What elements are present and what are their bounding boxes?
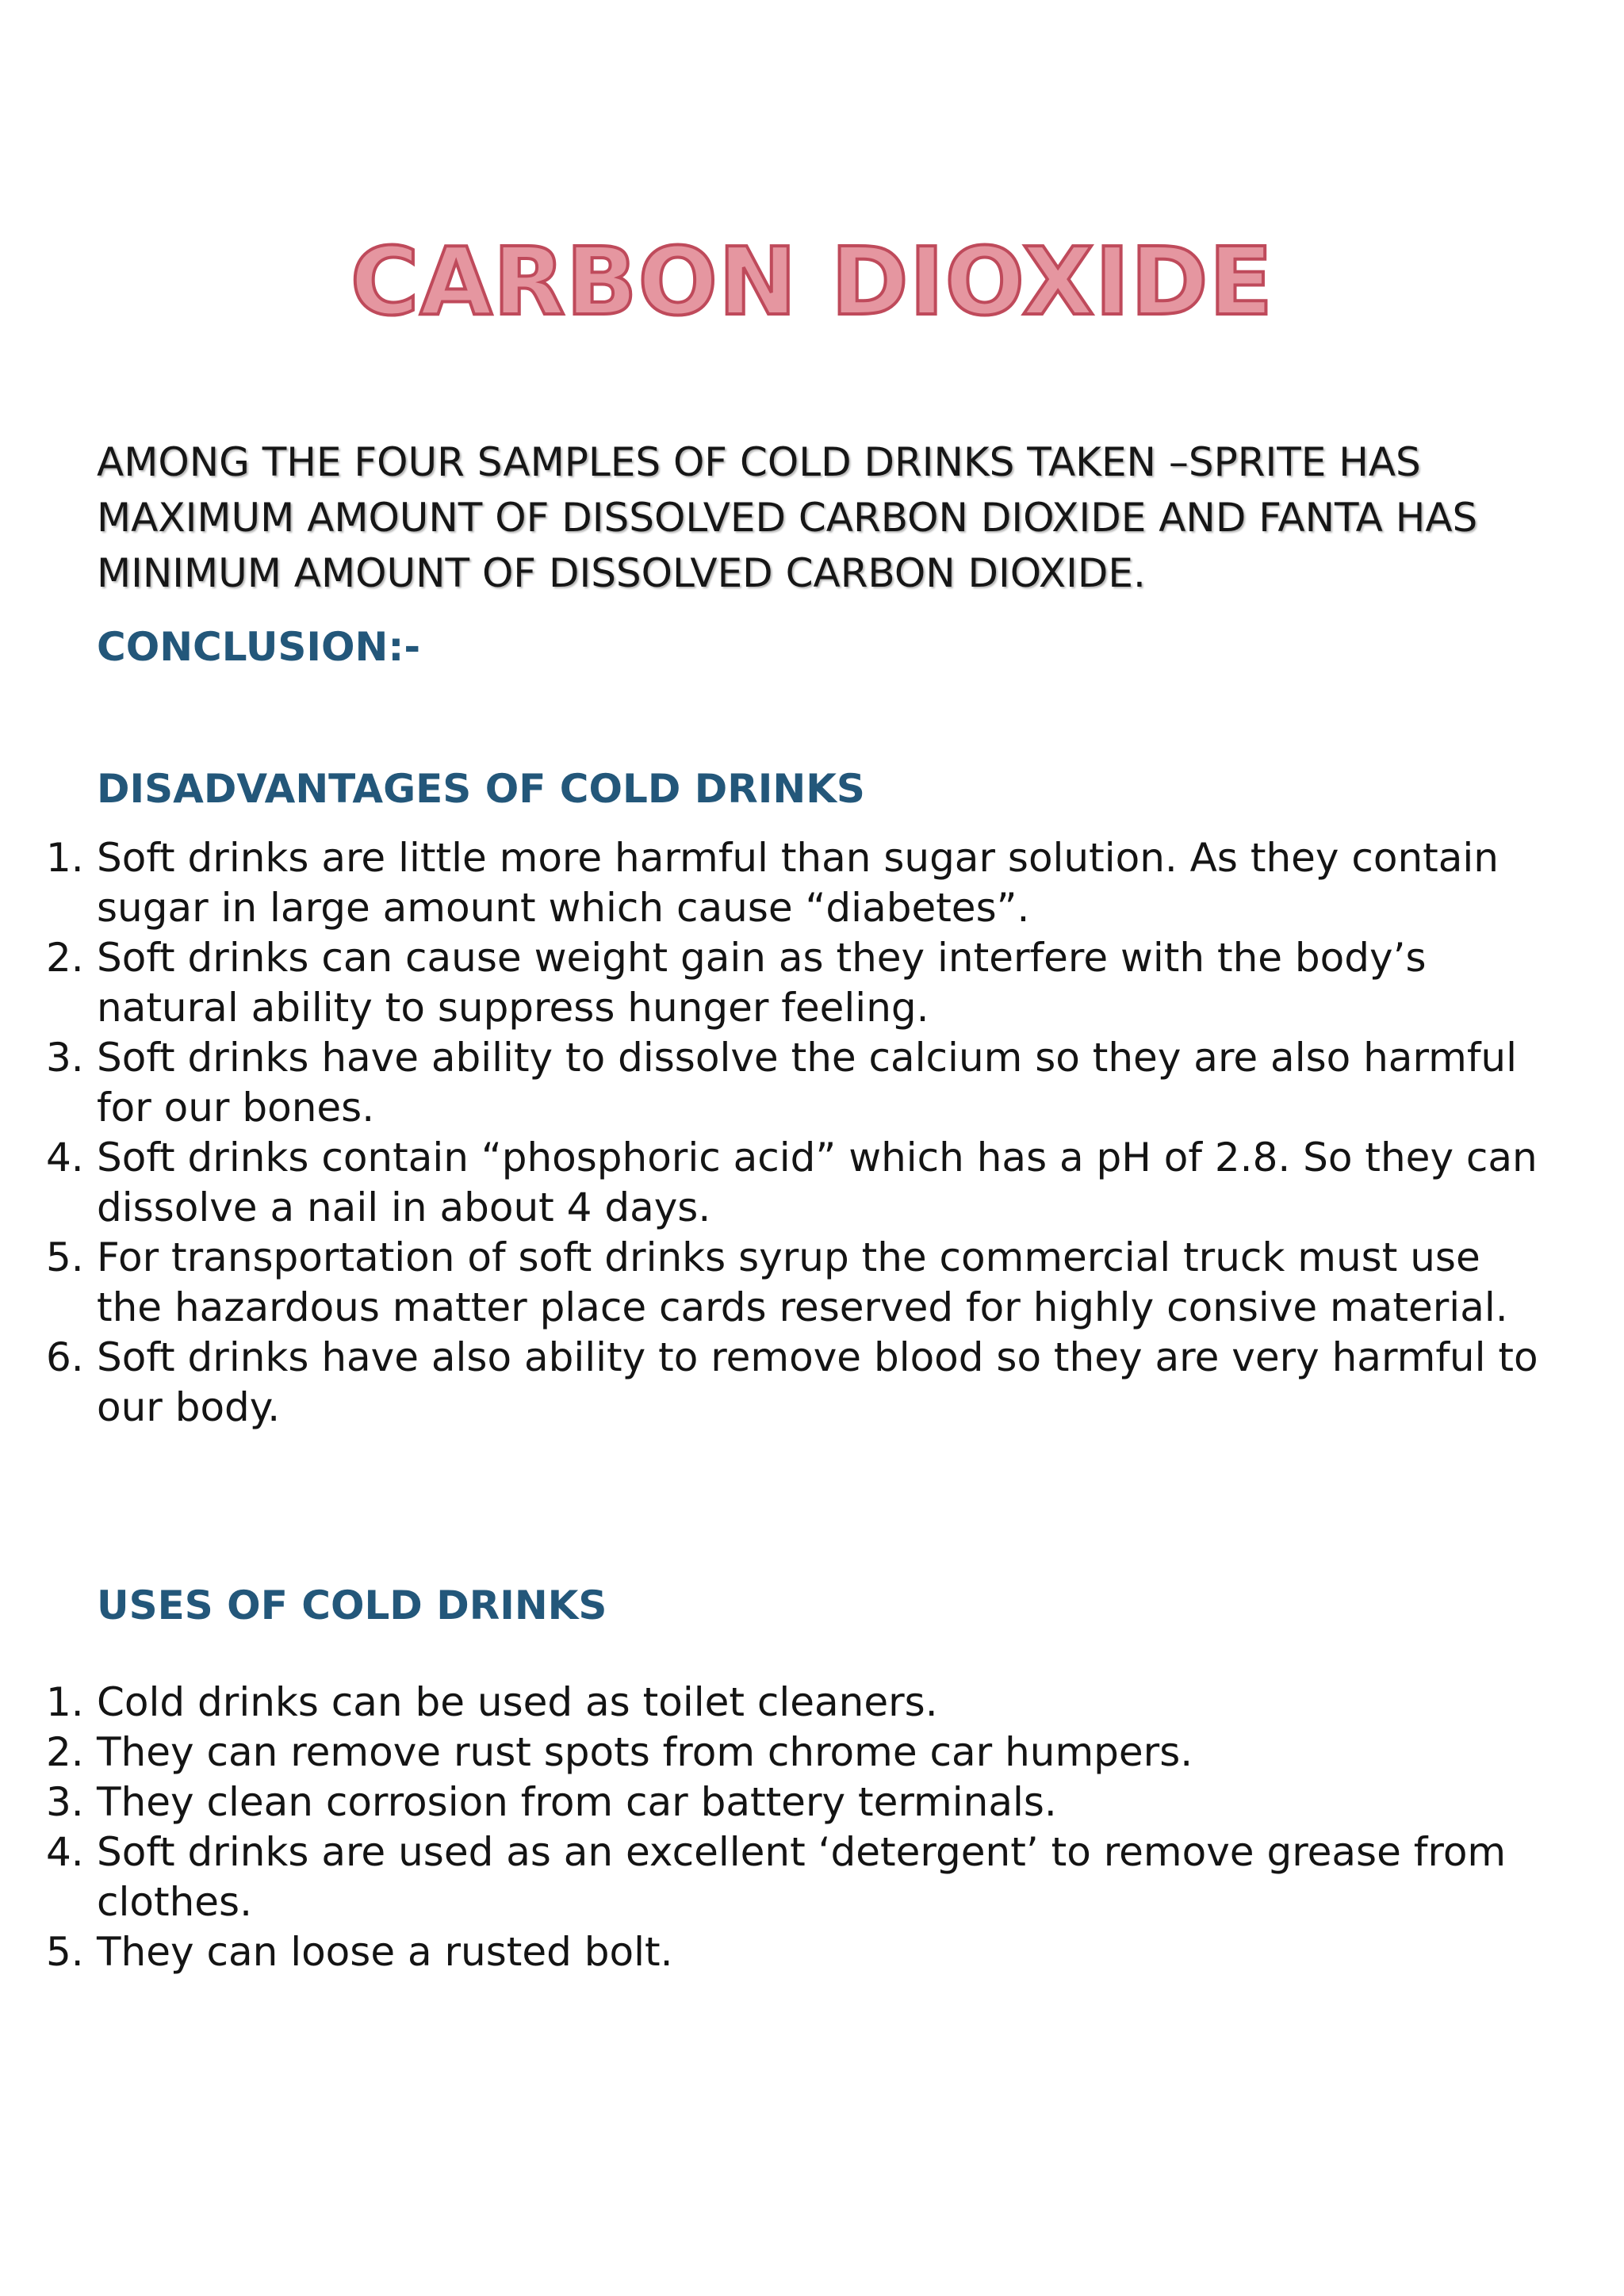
list-item-text: Soft drinks have also ability to remove blood so they are very harmful to our body. — [97, 1334, 1538, 1430]
uses-heading: USES OF COLD DRINKS — [97, 1582, 607, 1628]
disadvantages-heading: DISADVANTAGES OF COLD DRINKS — [97, 766, 865, 812]
intro-paragraph: AMONG THE FOUR SAMPLES OF COLD DRINKS TAKEN –SPRITE HAS MAXIMUM AMOUNT OF DISSOLVED CARBON DIOXIDE AND FANTA HAS MINIMUM AMOUNT OF DISSOLVED CARBON DIOXIDE. — [97, 439, 1478, 596]
list-item — [0, 1233, 1554, 1333]
list-item-text: Soft drinks are used as an excellent ‘detergent’ to remove grease from clothes. — [97, 1829, 1507, 1925]
list-item-number: 2. — [46, 935, 84, 981]
list-item-number: 1. — [46, 835, 84, 881]
list-item — [0, 1777, 1554, 1827]
list-item-text: Soft drinks have ability to dissolve the calcium so they are also harmful for our bones. — [97, 1035, 1518, 1131]
page-title: CARBON DIOXIDE — [350, 227, 1274, 336]
list-item-text: Soft drinks contain “phosphoric acid” which has a pH of 2.8. So they can dissolve a nail in about 4 days. — [97, 1135, 1538, 1230]
uses-list — [0, 1678, 1554, 1977]
list-item-number: 4. — [46, 1829, 84, 1875]
list-item-number: 5. — [46, 1929, 84, 1975]
conclusion-heading: CONCLUSION:- — [97, 624, 421, 670]
list-item-text: For transportation of soft drinks syrup the commercial truck must use the hazardous matter place cards reserved for highly consive material. — [97, 1234, 1508, 1330]
list-item — [0, 1678, 1554, 1728]
list-item-number: 3. — [46, 1035, 84, 1081]
list-item — [0, 1728, 1554, 1777]
list-item-text: They can remove rust spots from chrome car humpers. — [97, 1729, 1193, 1775]
list-item-text: Cold drinks can be used as toilet cleaners. — [97, 1679, 938, 1725]
list-item-number: 6. — [46, 1334, 84, 1380]
list-item — [0, 1927, 1554, 1977]
list-item-number: 1. — [46, 1679, 84, 1725]
list-item — [0, 1827, 1554, 1927]
list-item-number: 4. — [46, 1135, 84, 1181]
list-item — [0, 1033, 1554, 1133]
list-item-text: They can loose a rusted bolt. — [97, 1929, 673, 1975]
list-item — [0, 1333, 1554, 1433]
list-item — [0, 833, 1554, 933]
disadvantages-list — [0, 833, 1554, 1433]
list-item-number: 3. — [46, 1779, 84, 1825]
list-item — [0, 1133, 1554, 1233]
list-item-number: 2. — [46, 1729, 84, 1775]
list-item-text: Soft drinks can cause weight gain as they interfere with the body’s natural ability to suppress hunger feeling. — [97, 935, 1427, 1031]
list-item-text: Soft drinks are little more harmful than sugar solution. As they contain sugar in large amount which cause “diabetes”. — [97, 835, 1499, 931]
list-item-number: 5. — [46, 1234, 84, 1280]
list-item — [0, 933, 1554, 1033]
list-item-text: They clean corrosion from car battery terminals. — [97, 1779, 1057, 1825]
